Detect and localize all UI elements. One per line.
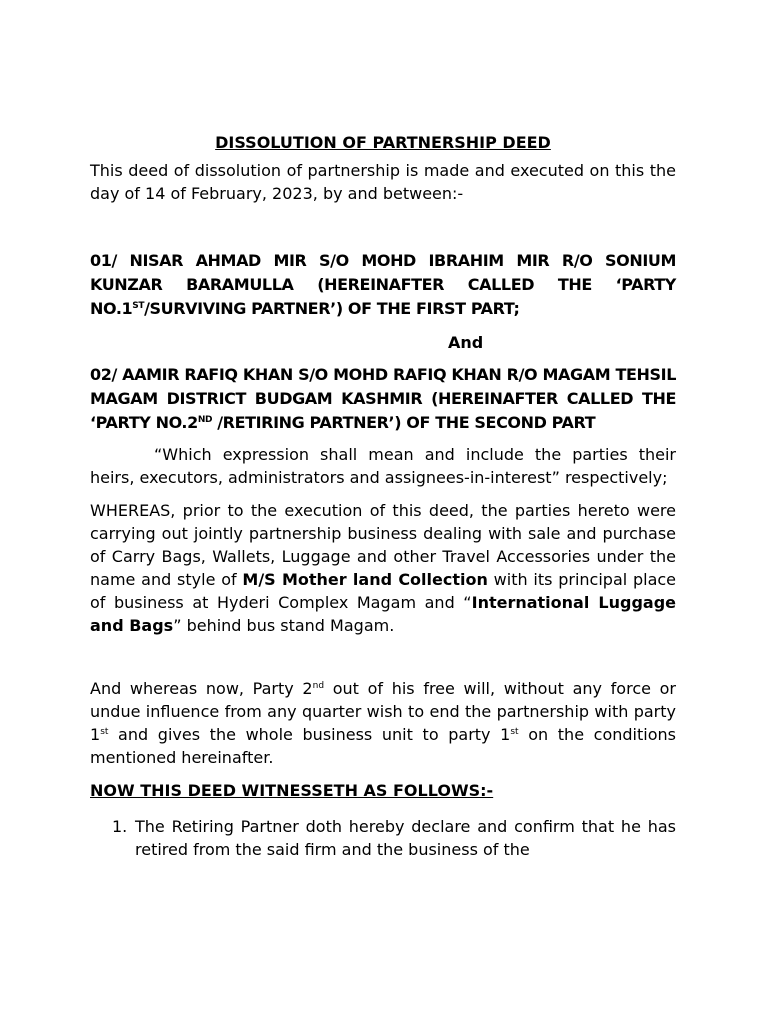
party-one-paragraph: 01/ NISAR AHMAD MIR S/O MOHD IBRAHIM MIR R/O SONIUM KUNZAR BARAMULLA (HEREINAFTER CALLED THE ‘PARTY NO.1ST/SURVIVING PARTNER’) OF THE FIRST PART; — [90, 251, 676, 318]
whereas-now-paragraph: And whereas now, Party 2nd out of his free will, without any force or undue influence from any quarter wish to end the partnership with party 1st and gives the whole business unit to party 1st on the conditions mentioned hereinafter. — [90, 679, 677, 767]
whereas-paragraph: WHEREAS, prior to the execution of this deed, the parties hereto were carrying out jointly partnership business dealing with sale and purchase of Carry Bags, Wallets, Luggage and other Travel Accessories under the name and style of M/S Mother land Collection with its principal place of business at Hyderi Complex Magam and “International Luggage and Bags” behind bus stand Magam. — [90, 501, 677, 635]
second-business-name: International Luggage and Bags — [90, 593, 676, 635]
firm-name: M/S Mother land Collection — [242, 570, 488, 589]
clause-text: The Retiring Partner doth hereby declare and confirm that he has retired from the said firm and the business of the — [135, 817, 676, 859]
party-two-paragraph: 02/ AAMIR RAFIQ KHAN S/O MOHD RAFIQ KHAN R/O MAGAM TEHSIL MAGAM DISTRICT BUDGAM KASHMIR (HEREINAFTER CALLED THE ‘PARTY NO.2ND /RETIRING PARTNER’) OF THE SECOND PART — [90, 365, 676, 432]
document-body — [90, 131, 676, 861]
intro-paragraph: This deed of dissolution of partnership is made and executed on this the day of 14 of February, 2023, by and between:- — [90, 161, 676, 203]
witnesseth-heading: NOW THIS DEED WITNESSETH AS FOLLOWS:- — [90, 781, 494, 800]
clause-number: 1. — [112, 817, 128, 836]
clause-item — [90, 815, 676, 861]
expression-paragraph: “Which expression shall mean and include the parties their heirs, executors, administrators and assignees-in-interest” respectively; — [90, 445, 676, 487]
and-separator: And — [448, 333, 484, 352]
clause-list — [90, 815, 676, 861]
document-title: DISSOLUTION OF PARTNERSHIP DEED — [215, 133, 551, 152]
